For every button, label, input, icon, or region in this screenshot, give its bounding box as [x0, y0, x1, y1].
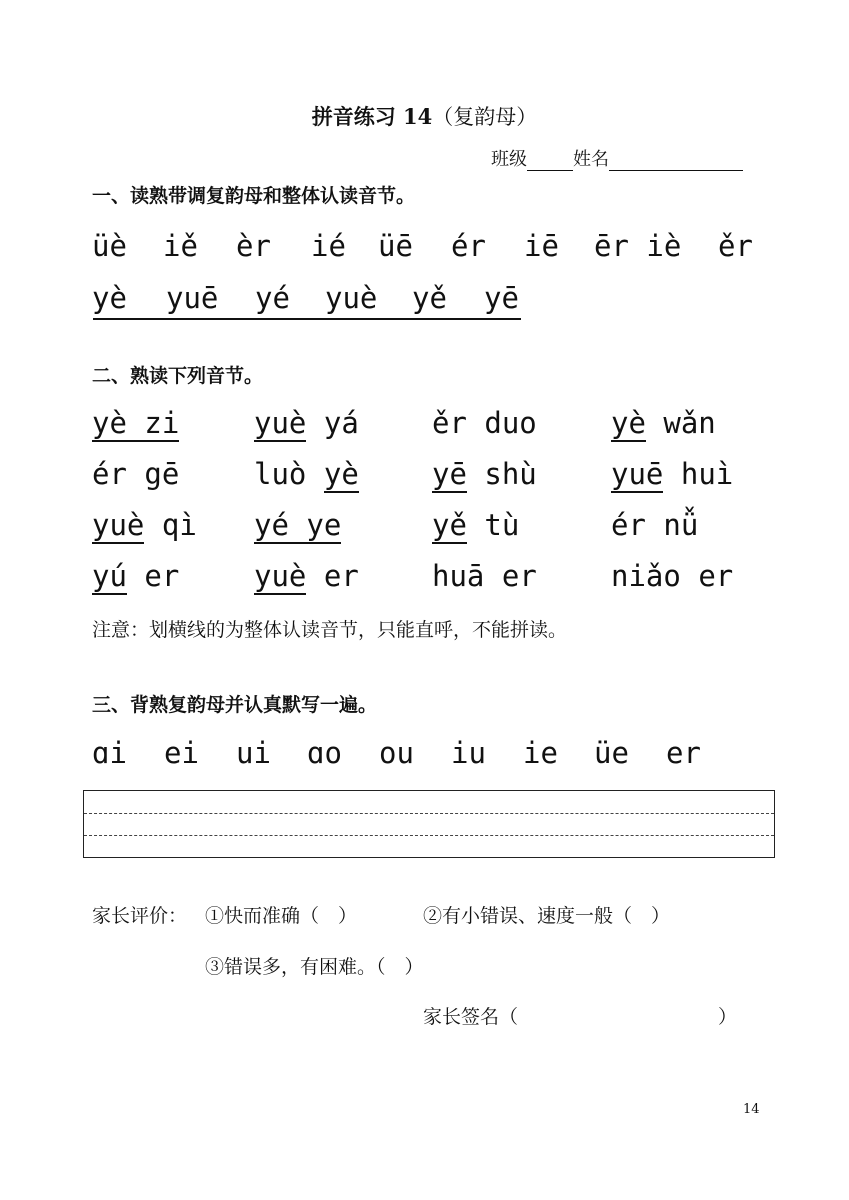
word-yue-qi: [92, 508, 197, 542]
syllable: yē: [432, 457, 467, 491]
word-luo-ye: [254, 457, 359, 491]
syllable: yě: [432, 508, 467, 542]
final-iu: iu: [451, 736, 486, 770]
writing-box[interactable]: [83, 790, 775, 858]
title-main: 拼音练习 14: [311, 104, 433, 129]
s1-r1-8: ēr iè: [594, 229, 682, 263]
eval-option-3[interactable]: ③错误多，有困难。（ ）: [205, 956, 424, 978]
syllable: yá: [323, 406, 359, 440]
word-ye-shu: [432, 457, 537, 491]
class-name-line: [491, 145, 743, 171]
final-ao: ɑo: [307, 736, 342, 770]
syllable: niǎo: [611, 559, 681, 593]
syllable: zi: [126, 406, 180, 440]
syllable: yú: [92, 559, 127, 593]
syllable: yè: [92, 406, 127, 440]
word-niao-er: [611, 559, 733, 593]
s1-r1-3: èr: [236, 229, 271, 263]
section3-heading: 三、背熟复韵母并认真默写一遍。: [92, 694, 378, 716]
syllable: ér: [92, 457, 127, 491]
s1-r1-2: iě: [163, 229, 198, 263]
s1-r2-3: yé: [255, 281, 290, 315]
section1-heading: 一、读熟带调复韵母和整体认读音节。: [92, 185, 416, 207]
syllable: er: [501, 559, 537, 593]
syllable: yuè: [92, 508, 145, 542]
syllable: yuē: [611, 457, 664, 491]
syllable: luò: [254, 457, 307, 491]
final-ou: ou: [379, 736, 414, 770]
final-er: er: [666, 736, 701, 770]
s1-r2-6: yē: [484, 281, 519, 315]
s1-r2-5: yě: [412, 281, 447, 315]
word-hua-er: [432, 559, 537, 593]
name-blank[interactable]: [609, 152, 743, 171]
word-er-nv: [611, 508, 698, 542]
word-ye-wan: [611, 406, 716, 440]
word-yue-hui: [611, 457, 733, 491]
parent-eval-label: 家长评价：: [92, 905, 188, 927]
syllable: yé: [254, 508, 289, 542]
guide-line-2: [84, 835, 774, 836]
s1-r1-7: iē: [524, 229, 559, 263]
syllable: tù: [484, 508, 520, 542]
s1-r1-4: ié: [311, 229, 346, 263]
word-er-duo: [432, 406, 537, 440]
syllable: yè: [323, 457, 359, 491]
page-number: 14: [743, 1102, 760, 1117]
word-ye-zi: [92, 406, 179, 440]
page-title: [0, 101, 849, 131]
s1-row2-underline: [93, 318, 521, 320]
syllable: er: [144, 559, 180, 593]
syllable: shù: [484, 457, 537, 491]
class-label: 班级: [491, 149, 527, 170]
eval-option-2[interactable]: ②有小错误、速度一般（ ）: [423, 905, 671, 927]
section2-heading: 二、熟读下列音节。: [92, 365, 264, 387]
final-ei: ei: [164, 736, 199, 770]
s1-r1-5: üē: [378, 229, 413, 263]
syllable: qì: [161, 508, 197, 542]
title-sub: （复韵母）: [432, 105, 538, 129]
eval-option-1[interactable]: ①快而准确（ ）: [205, 905, 358, 927]
word-ye-ye: [254, 508, 341, 542]
syllable: yuè: [254, 559, 307, 593]
parent-signature-close: ）: [718, 1006, 738, 1028]
syllable: ye: [288, 508, 342, 542]
syllable: er: [698, 559, 734, 593]
parent-signature-label: 家长签名（: [423, 1006, 519, 1028]
note-text: 注意：划横线的为整体认读音节，只能直呼，不能拼读。: [92, 619, 568, 641]
final-ue: üe: [594, 736, 629, 770]
word-yue-er: [254, 559, 359, 593]
s1-r2-4: yuè: [325, 281, 378, 315]
word-yu-er: [92, 559, 179, 593]
guide-line-1: [84, 813, 774, 814]
final-ie: ie: [523, 736, 558, 770]
syllable: wǎn: [663, 406, 716, 440]
word-er-ge: [92, 457, 179, 491]
final-ai: ɑi: [92, 736, 127, 770]
syllable: huì: [680, 457, 734, 491]
syllable: er: [323, 559, 359, 593]
name-label: 姓名: [573, 149, 609, 170]
s1-r1-9: ěr: [718, 229, 753, 263]
s1-r1-6: ér: [451, 229, 486, 263]
syllable: duo: [484, 406, 537, 440]
s1-r2-1: yè: [92, 281, 127, 315]
syllable: nǚ: [663, 508, 699, 542]
s1-r2-2: yuē: [166, 281, 219, 315]
syllable: yuè: [254, 406, 307, 440]
word-ye-tu: [432, 508, 519, 542]
word-yue-ya: [254, 406, 359, 440]
syllable: ér: [611, 508, 646, 542]
s1-r1-1: üè: [92, 229, 127, 263]
final-ui: ui: [236, 736, 271, 770]
syllable: gē: [144, 457, 180, 491]
class-blank[interactable]: [527, 152, 573, 171]
syllable: yè: [611, 406, 646, 440]
syllable: huā: [432, 559, 485, 593]
syllable: ěr: [432, 406, 467, 440]
